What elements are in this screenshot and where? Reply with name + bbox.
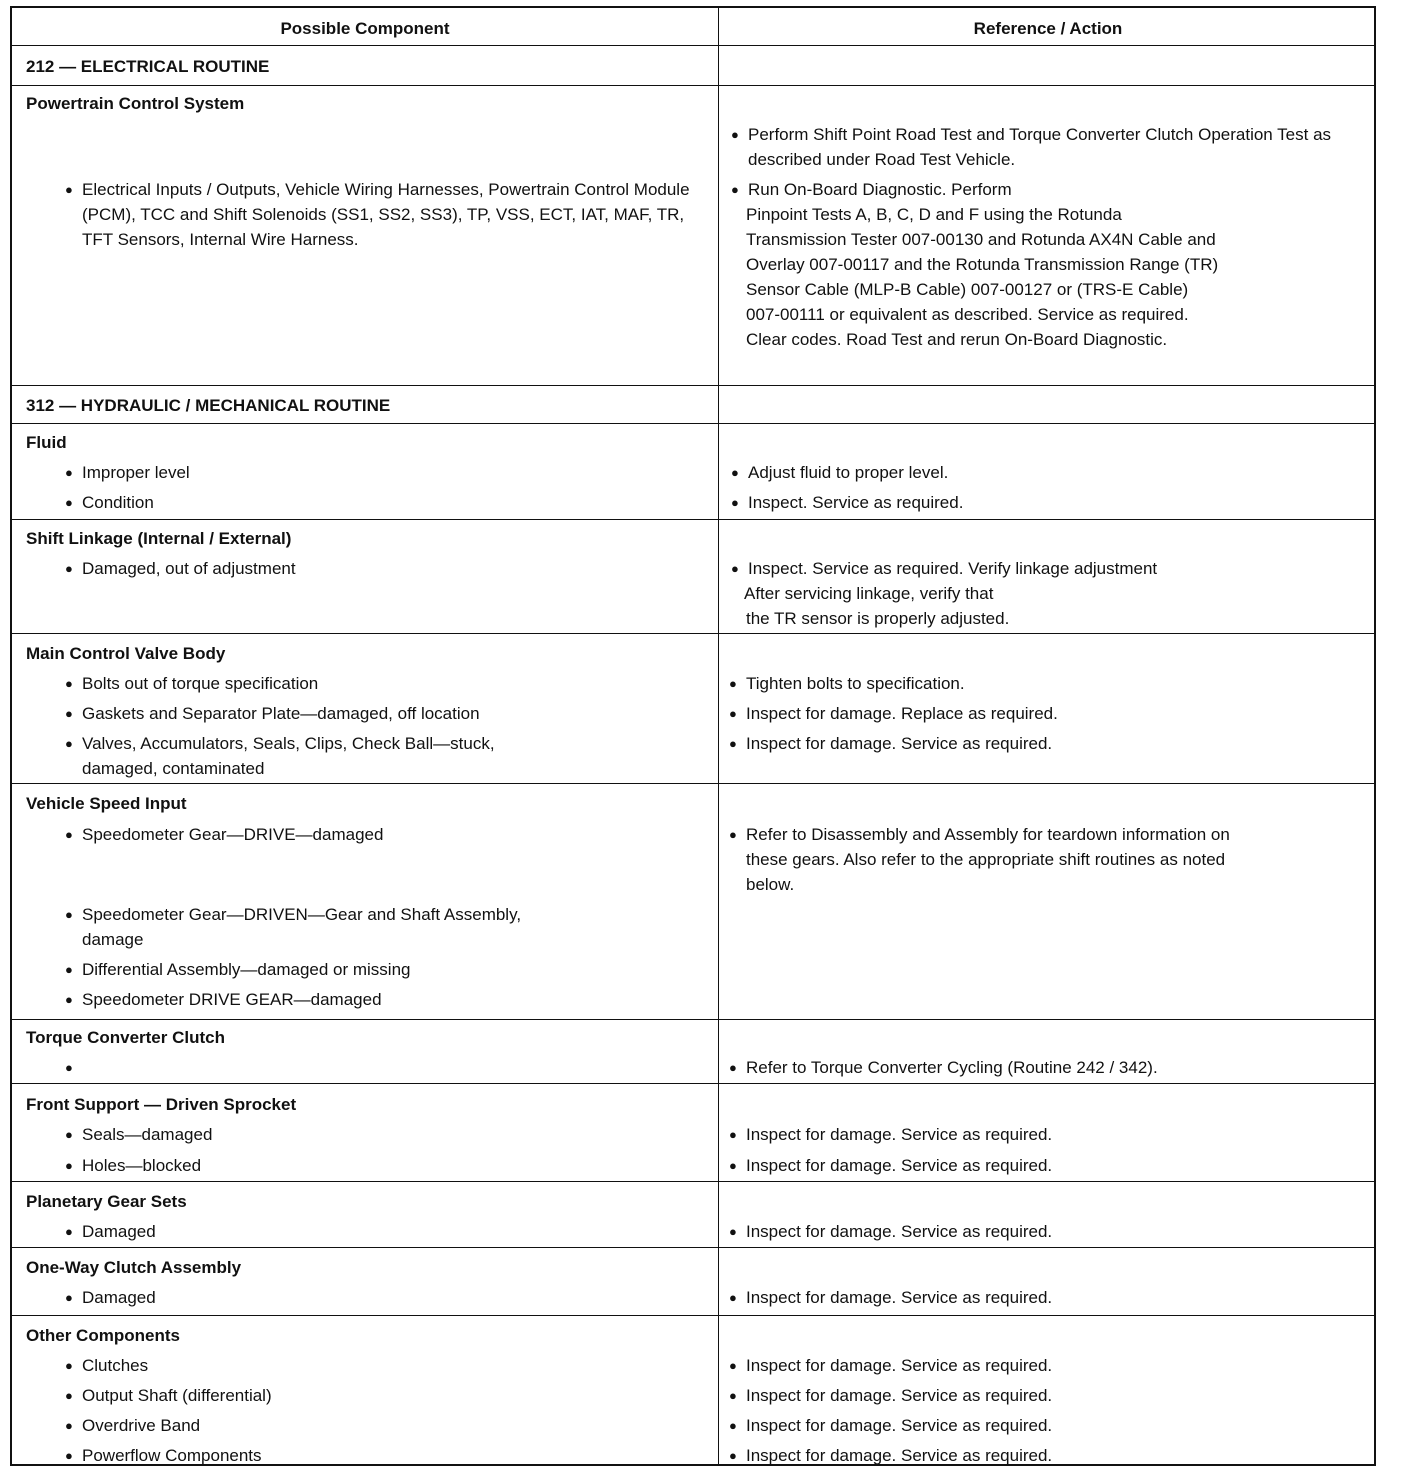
column-divider bbox=[718, 1182, 719, 1247]
action-line: After servicing linkage, verify that bbox=[744, 584, 994, 603]
action-line: Sensor Cable (MLP-B Cable) 007-00127 or (TRS-E Cable) bbox=[746, 280, 1189, 299]
table-row-powertrain bbox=[12, 86, 1374, 386]
action-item: ● Inspect for damage. Service as required. bbox=[746, 1413, 1052, 1438]
column-divider bbox=[718, 1020, 719, 1083]
component-item: ● Damaged, out of adjustment bbox=[82, 556, 296, 581]
row-title-tcc: Torque Converter Clutch bbox=[26, 1028, 225, 1047]
action-line: below. bbox=[746, 875, 795, 894]
section-title-312: 312 — HYDRAULIC / MECHANICAL ROUTINE bbox=[26, 396, 391, 415]
component-item: ● Holes—blocked bbox=[82, 1153, 201, 1178]
component-item: ● Gaskets and Separator Plate—damaged, off location bbox=[82, 701, 480, 726]
component-item: ● Speedometer DRIVE GEAR—damaged bbox=[82, 987, 382, 1012]
column-divider bbox=[718, 784, 719, 1019]
action-line: 007-00111 or equivalent as described. Service as required. bbox=[746, 305, 1189, 324]
row-title-valve-body: Main Control Valve Body bbox=[26, 644, 226, 663]
component-item: ● Powerflow Components bbox=[82, 1443, 262, 1468]
action-item: ● Refer to Disassembly and Assembly for teardown information on bbox=[746, 822, 1230, 847]
row-title-fluid: Fluid bbox=[26, 433, 67, 452]
component-line: damage bbox=[82, 930, 144, 949]
section-row-312 bbox=[12, 386, 1374, 424]
action-line: Overlay 007-00117 and the Rotunda Transmission Range (TR) bbox=[746, 255, 1219, 274]
component-item: ● Bolts out of torque specification bbox=[82, 671, 318, 696]
action-item: ● Inspect. Service as required. bbox=[748, 490, 963, 515]
action-line: the TR sensor is properly adjusted. bbox=[746, 609, 1010, 628]
row-title-powertrain: Powertrain Control System bbox=[26, 94, 245, 113]
action-item: ● Inspect for damage. Service as required. bbox=[746, 1383, 1052, 1408]
table-row-shift-linkage bbox=[12, 520, 1374, 634]
component-item: ● Clutches bbox=[82, 1353, 148, 1378]
column-divider bbox=[718, 634, 719, 783]
component-item: ● Electrical Inputs / Outputs, Vehicle Wiring Harnesses, Powertrain Control Module (PCM), TCC and Shift Solenoids (SS1, SS2, SS3), TP, VSS, ECT, IAT, MAF, TR, TFT Sensors, Internal Wire Harness. bbox=[82, 177, 704, 252]
action-item: ● Inspect for damage. Service as required. bbox=[746, 1285, 1052, 1310]
table-row-valve-body bbox=[12, 634, 1374, 784]
action-line: Pinpoint Tests A, B, C, D and F using the Rotunda bbox=[746, 205, 1122, 224]
table-row-speed-input bbox=[12, 784, 1374, 1020]
action-item: ● Inspect for damage. Service as required. bbox=[746, 1353, 1052, 1378]
component-item: ● Seals—damaged bbox=[82, 1122, 212, 1147]
row-title-front-support: Front Support — Driven Sprocket bbox=[26, 1095, 297, 1114]
table-row-one-way-clutch bbox=[12, 1248, 1374, 1316]
action-item: ● Inspect for damage. Service as required. bbox=[746, 1219, 1052, 1244]
component-item: ● Valves, Accumulators, Seals, Clips, Check Ball—stuck, bbox=[82, 731, 495, 756]
column-divider bbox=[718, 1316, 719, 1464]
row-title-other-components: Other Components bbox=[26, 1326, 180, 1345]
column-divider bbox=[718, 386, 719, 423]
action-item: ● Adjust fluid to proper level. bbox=[748, 460, 948, 485]
component-item: ● Differential Assembly—damaged or missing bbox=[82, 957, 411, 982]
row-title-planetary: Planetary Gear Sets bbox=[26, 1192, 187, 1211]
component-line: damaged, contaminated bbox=[82, 759, 265, 778]
component-item: ● Speedometer Gear—DRIVE—damaged bbox=[82, 822, 383, 847]
column-divider bbox=[718, 8, 719, 45]
action-item: ● Refer to Torque Converter Cycling (Routine 242 / 342). bbox=[746, 1055, 1158, 1080]
table-row-fluid bbox=[12, 424, 1374, 520]
action-item: ● Run On-Board Diagnostic. Perform bbox=[748, 177, 1012, 202]
component-item: ● Damaged bbox=[82, 1285, 156, 1310]
component-item: ● Output Shaft (differential) bbox=[82, 1383, 272, 1408]
action-item: ● Inspect for damage. Service as required. bbox=[746, 1443, 1052, 1468]
section-row-212 bbox=[12, 46, 1374, 86]
row-title-shift-linkage: Shift Linkage (Internal / External) bbox=[26, 529, 292, 548]
table-header-row bbox=[12, 8, 1374, 46]
column-divider bbox=[718, 1084, 719, 1181]
column-divider bbox=[718, 86, 719, 385]
action-item: ● Inspect for damage. Service as required. bbox=[746, 1153, 1052, 1178]
action-line: Clear codes. Road Test and rerun On-Board Diagnostic. bbox=[746, 330, 1168, 349]
column-divider bbox=[718, 46, 719, 85]
table-row-other-components bbox=[12, 1316, 1374, 1464]
action-line: Transmission Tester 007-00130 and Rotunda AX4N Cable and bbox=[746, 230, 1216, 249]
column-divider bbox=[718, 520, 719, 633]
action-line: these gears. Also refer to the appropriate shift routines as noted bbox=[746, 850, 1226, 869]
row-title-speed-input: Vehicle Speed Input bbox=[26, 794, 187, 813]
component-item: ● Overdrive Band bbox=[82, 1413, 200, 1438]
table-row-planetary bbox=[12, 1182, 1374, 1248]
table-row-tcc bbox=[12, 1020, 1374, 1084]
row-title-one-way-clutch: One-Way Clutch Assembly bbox=[26, 1258, 242, 1277]
action-item: ● Inspect for damage. Service as required. bbox=[746, 1122, 1052, 1147]
column-divider bbox=[718, 424, 719, 519]
component-item: ● Damaged bbox=[82, 1219, 156, 1244]
table-row-front-support bbox=[12, 1084, 1374, 1182]
component-item: ● Improper level bbox=[82, 460, 190, 485]
section-title-212: 212 — ELECTRICAL ROUTINE bbox=[26, 57, 270, 76]
action-item: ● Inspect. Service as required. Verify linkage adjustment bbox=[748, 556, 1157, 581]
component-item: ● Speedometer Gear—DRIVEN—Gear and Shaft Assembly, bbox=[82, 902, 521, 927]
action-item: ● Inspect for damage. Replace as required. bbox=[746, 701, 1058, 726]
column-header-action: Reference / Action bbox=[973, 19, 1123, 38]
component-item: ● Condition bbox=[82, 490, 154, 515]
action-item: ● Perform Shift Point Road Test and Torque Converter Clutch Operation Test as described under Road Test Vehicle. bbox=[748, 122, 1348, 172]
action-item: ● Inspect for damage. Service as required. bbox=[746, 731, 1052, 756]
diagnosis-table bbox=[10, 6, 1376, 1466]
column-header-component: Possible Component bbox=[280, 19, 450, 38]
column-divider bbox=[718, 1248, 719, 1315]
action-item: ● Tighten bolts to specification. bbox=[746, 671, 965, 696]
